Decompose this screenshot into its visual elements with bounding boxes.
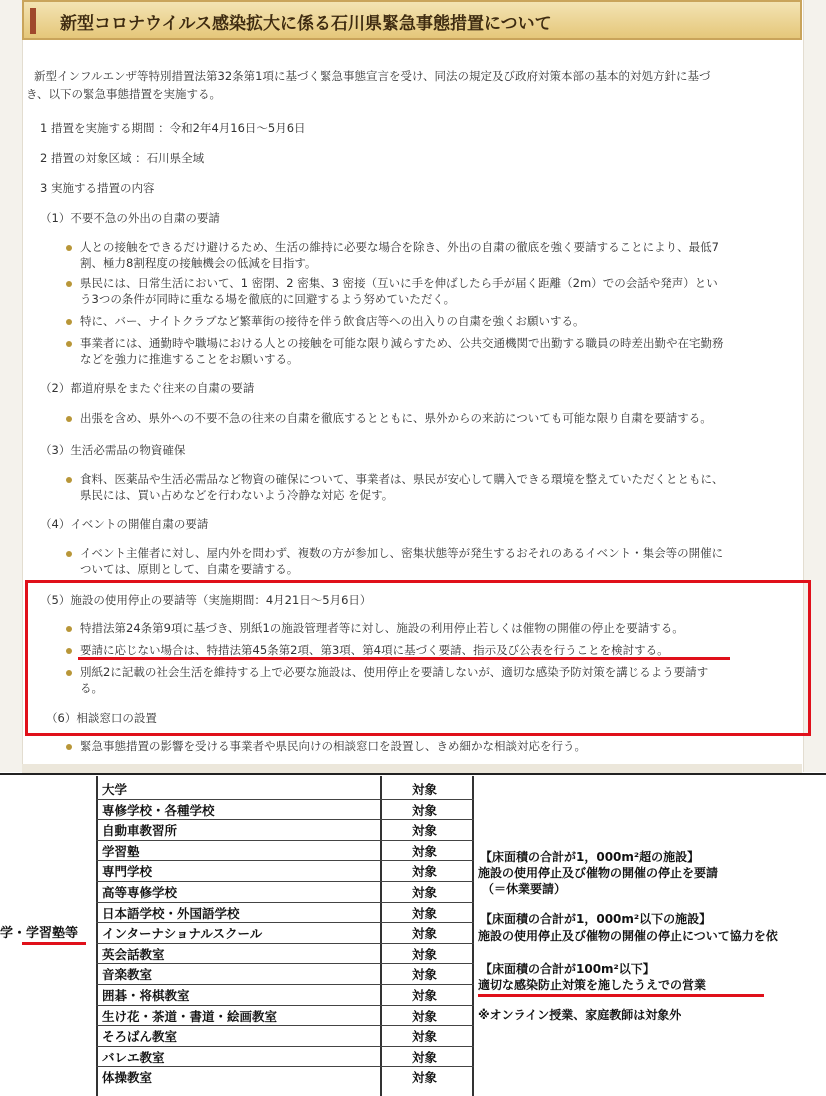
bullet-text: 食料、医薬品や生活必需品など物資の確保について、事業者は、県民が安心して購入できる環境を整えていただくとともに、 (80, 472, 724, 486)
area-item: 2 措置の対象区域 ：石川県全域 (40, 151, 205, 165)
red-underline (478, 994, 764, 997)
bullet-text: 別紙2に記載の社会生活を維持する上で必要な施設は、使用停止を要請しないが、適切な感染予防対策を講じるよう要請す (80, 665, 709, 679)
row-border (96, 860, 474, 861)
table-border (380, 776, 382, 1096)
bullet-icon (66, 670, 72, 676)
facility-name: 専修学校・各種学校 (102, 802, 215, 818)
facility-status: 対象 (412, 926, 438, 942)
bullet-text: 県民には、買い占めなどを行わないよう冷静な対応 を促す。 (80, 488, 394, 502)
bullet-icon (66, 281, 72, 287)
bullet-text: イベント主催者に対し、屋内外を問わず、複数の方が参加し、密集状態等が発生するおそれのあるイベント・集会等の開催に (80, 546, 724, 560)
bullet-text: 事業者には、通勤時や職場における人との接触を可能な限り減らすため、公共交通機関で出勤する職員の時差出勤や在宅勤務 (80, 336, 724, 350)
bullet-text: う3つの条件が同時に重なる場を徹底的に回避するよう努めていただく。 (80, 292, 456, 306)
red-underline (22, 942, 86, 945)
row-border (96, 881, 474, 882)
facility-status: 対象 (412, 782, 438, 797)
note-text: 適切な感染防止対策を施したうえでの営業 (478, 978, 707, 992)
facility-status: 対象 (412, 1008, 438, 1024)
note-text: ※オンライン授業、家庭教師は対象外 (478, 1008, 682, 1022)
facility-name: 生け花・茶道・書道・絵画教室 (102, 1008, 278, 1024)
facility-status: 対象 (412, 802, 438, 818)
bullet-icon (66, 551, 72, 557)
period-item: 1 措置を実施する期間 ：令和2年4月16日〜5月6日 (40, 121, 306, 135)
facility-status: 対象 (412, 905, 438, 921)
facility-name: 学習塾 (102, 843, 140, 859)
facility-name: 日本語学校・外国語学校 (102, 905, 240, 921)
table-border (96, 776, 98, 1096)
facility-name: そろばん教室 (102, 1029, 178, 1045)
title-marker-icon (30, 8, 36, 34)
note-text: 施設の使用停止及び催物の開催の停止を要請 (478, 866, 719, 880)
facility-name: 体操教室 (102, 1070, 153, 1086)
section-heading: （2）都道府県をまたぐ往来の自粛の要請 (40, 381, 255, 395)
note-text: （＝休業要請） (482, 882, 567, 896)
intro-text: き、以下の緊急事態措置を実施する。 (26, 87, 222, 101)
bullet-icon (66, 245, 72, 251)
bullet-icon (66, 319, 72, 325)
section-heading: （1）不要不急の外出の自粛の要請 (40, 211, 220, 225)
facility-status: 対象 (412, 1029, 438, 1045)
facility-name: 高等専修学校 (102, 885, 178, 900)
facility-status: 対象 (412, 864, 438, 880)
row-border (96, 1066, 474, 1067)
row-border (96, 1025, 474, 1026)
note-heading: 【床面積の合計が1，000m²以下の施設】 (480, 912, 712, 926)
facility-name: バレエ教室 (102, 1049, 165, 1065)
bullet-text: 特に、バー、ナイトクラブなど繁華街の接待を伴う飲食店等への出入りの自粛を強くお願いする。 (80, 314, 585, 328)
facility-name: 英会話教室 (102, 946, 165, 962)
bullet-text: る。 (80, 681, 103, 695)
bullet-icon (66, 477, 72, 483)
bullet-icon (66, 744, 72, 750)
image-divider (0, 773, 826, 775)
bullet-text: 出張を含め、県外への不要不急の往来の自粛を徹底するとともに、県外からの来訪についても可能な限り自粛を要請する。 (80, 411, 712, 425)
bullet-text: 緊急事態措置の影響を受ける事業者や県民向けの相談窓口を設置し、きめ細かな相談対応を行う。 (80, 739, 586, 753)
row-border (96, 984, 474, 985)
bullet-text: 割、極力8割程度の接触機会の低減を目指す。 (80, 256, 317, 270)
facility-name: 音楽教室 (102, 967, 153, 983)
facility-status: 対象 (412, 823, 438, 839)
row-border (96, 819, 474, 820)
facility-status: 対象 (412, 967, 438, 983)
row-border (96, 799, 474, 800)
page-title: 新型コロナウイルス感染拡大に係る石川県緊急事態措置について (60, 14, 552, 34)
facility-name: 自動車教習所 (102, 823, 178, 839)
bullet-icon (66, 648, 72, 654)
facility-name: 囲碁・将棋教室 (102, 988, 190, 1003)
section-heading: （4）イベントの開催自粛の要請 (40, 517, 209, 531)
intro-text: 新型インフルエンザ等特別措置法第32条第1項に基づく緊急事態宣言を受け、同法の規定及び政府対策本部の基本的対処方針に基づ (34, 69, 711, 83)
row-border (96, 963, 474, 964)
note-heading: 【床面積の合計が1，000m²超の施設】 (480, 850, 700, 864)
section-heading: （3）生活必需品の物資確保 (40, 443, 186, 457)
facility-name: インターナショナルスクール (102, 926, 263, 942)
bullet-text: 県民には、日常生活において、1 密閉、2 密集、3 密接（互いに手を伸ばしたら手が届く距離（2m）での会話や発声）とい (80, 276, 718, 290)
note-heading: 【床面積の合計が100m²以下】 (480, 962, 655, 976)
facility-name: 専門学校 (102, 864, 153, 880)
row-border (96, 840, 474, 841)
facility-status: 対象 (412, 1070, 438, 1086)
red-underline (78, 657, 730, 660)
section-heading: （6）相談窓口の設置 (46, 711, 157, 725)
facility-status: 対象 (412, 885, 438, 900)
row-border (96, 902, 474, 903)
row-border (96, 922, 474, 923)
row-border (96, 1005, 474, 1006)
bullet-text: ついては、原則として、自粛を要請する。 (80, 562, 299, 576)
note-text: 施設の使用停止及び催物の開催の停止について協力を依 (478, 929, 778, 943)
bullet-text: などを強力に推進することをお願いする。 (80, 352, 299, 366)
measures-heading: 3 実施する措置の内容 (40, 181, 155, 195)
facility-status: 対象 (412, 1049, 438, 1065)
bullet-icon (66, 341, 72, 347)
facility-status: 対象 (412, 843, 438, 859)
table-border (472, 776, 474, 1096)
facility-status: 対象 (412, 946, 438, 962)
row-border (96, 943, 474, 944)
category-label: 学・学習塾等 (0, 926, 79, 941)
bullet-text: 要請に応じない場合は、特措法第45条第2項、第3項、第4項に基づく要請、指示及び公表を行うことを検討する。 (80, 643, 669, 657)
section-heading: （5）施設の使用停止の要請等（実施期間：4月21日〜5月6日） (40, 593, 372, 607)
bullet-icon (66, 626, 72, 632)
row-border (96, 1046, 474, 1047)
title-bar (22, 0, 802, 40)
bullet-text: 人との接触をできるだけ避けるため、生活の維持に必要な場合を除き、外出の自粛の徹底を強く要請することにより、最低7 (80, 240, 719, 254)
facility-name: 大学 (102, 782, 128, 797)
bullet-icon (66, 416, 72, 422)
bullet-text: 特措法第24条第9項に基づき、別紙1の施設管理者等に対し、施設の利用停止若しくは催物の開催の停止を要請する。 (80, 621, 684, 635)
facility-status: 対象 (412, 988, 438, 1003)
